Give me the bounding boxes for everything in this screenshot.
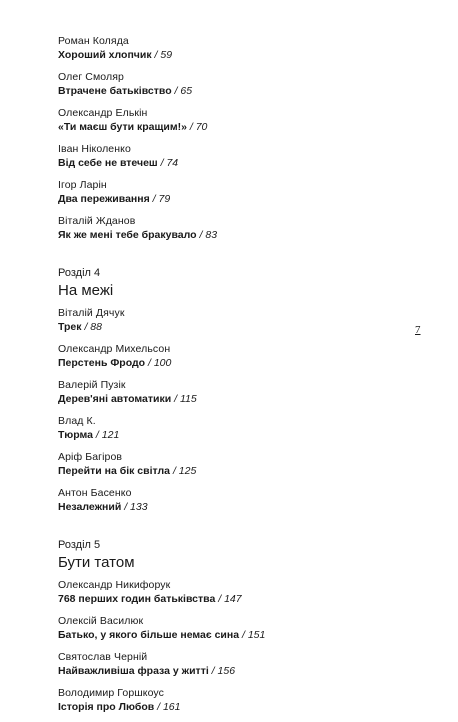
entry-separator: / (174, 85, 178, 97)
entry-separator: / (199, 229, 203, 241)
entry-title-line (58, 428, 418, 442)
entry-page: 133 (130, 501, 148, 513)
entry-title: Від себе не втечеш (58, 157, 158, 169)
entry-title-line (58, 664, 418, 678)
entry-page: 151 (247, 629, 266, 641)
entry-separator: / (172, 465, 176, 477)
entry-author: Ігор Ларін (58, 179, 107, 191)
entry-title: «Ти маєш бути кращим!» (58, 121, 187, 133)
entry-author: Святослав Черній (58, 651, 148, 663)
toc-entry (58, 686, 418, 714)
toc-entry (58, 106, 418, 134)
entry-page: 100 (153, 357, 172, 369)
entry-title-line (58, 356, 418, 370)
toc-entry (58, 578, 418, 606)
toc-entry (58, 614, 418, 642)
entry-title: Два переживання (58, 193, 150, 205)
entry-title: 768 перших годин батьківства (58, 593, 216, 605)
entry-author: Валерій Пузік (58, 379, 126, 391)
entry-author: Влад К. (58, 415, 96, 427)
entry-title: Трек (58, 321, 82, 333)
entry-page: 79 (158, 193, 171, 205)
entry-author: Іван Ніколенко (58, 143, 131, 155)
entry-page: 115 (179, 393, 197, 405)
entry-author: Антон Басенко (58, 487, 132, 499)
entry-separator: / (152, 193, 156, 205)
section-label: Розділ 5 (58, 539, 101, 551)
table-of-contents (58, 34, 418, 722)
entry-page: 147 (224, 593, 242, 605)
entry-title: Хороший хлопчик (58, 49, 152, 61)
entry-author: Олексій Василюк (58, 615, 144, 627)
entry-title: Незалежний (58, 501, 122, 513)
entry-page: 65 (180, 85, 193, 97)
toc-entry (58, 306, 418, 334)
entry-separator: / (124, 501, 128, 513)
toc-entry (58, 450, 418, 478)
section-title: Бути татом (58, 554, 135, 571)
entry-title-line (58, 84, 418, 98)
entry-title: Перейти на бік світла (58, 465, 171, 477)
entry-title-line (58, 464, 418, 478)
toc-entry (58, 650, 418, 678)
entry-title-line (58, 156, 418, 170)
entry-title-line (58, 48, 418, 62)
entry-title: Найважливіша фраза у житті (58, 665, 209, 677)
entry-title-line (58, 192, 418, 206)
entry-author: Олександр Михельсон (58, 343, 171, 355)
entry-page: 74 (166, 157, 179, 169)
entry-title: Як же мені тебе бракувало (58, 229, 197, 241)
entry-author: Володимир Горшкоус (58, 687, 165, 699)
toc-entry (58, 486, 418, 514)
section-5 (58, 538, 418, 714)
entry-separator: / (160, 157, 164, 169)
entry-page: 125 (178, 465, 197, 477)
toc-entry (58, 142, 418, 170)
toc-entry (58, 214, 418, 242)
entry-title-line (58, 500, 418, 514)
page-number: 7 (415, 324, 421, 336)
entry-title: Історія про Любов (58, 701, 155, 713)
entry-separator: / (218, 593, 222, 605)
entry-separator: / (189, 121, 193, 133)
section-title: На межі (58, 282, 114, 299)
entry-author: Віталій Дячук (58, 307, 125, 319)
entry-title: Втрачене батьківство (58, 85, 172, 97)
entry-separator: / (148, 357, 151, 369)
entry-title-line (58, 120, 418, 134)
entry-separator: / (242, 629, 245, 641)
toc-entry (58, 178, 418, 206)
entry-title: Дерев'яні автоматики (58, 393, 172, 405)
entry-separator: / (95, 429, 99, 441)
entry-separator: / (84, 321, 88, 333)
entry-title: Тюрма (58, 429, 93, 441)
entry-title: Перстень Фродо (58, 357, 146, 369)
entry-author: Олег Смоляр (58, 71, 124, 83)
section-label: Розділ 4 (58, 267, 101, 279)
entry-page: 156 (217, 665, 236, 677)
entry-page: 88 (90, 321, 102, 333)
entry-page: 70 (195, 121, 208, 133)
entry-author: Олександр Елькін (58, 107, 148, 119)
entry-title: Батько, у якого більше немає сина (58, 629, 240, 641)
entry-title-line (58, 592, 418, 606)
entry-separator: / (157, 701, 161, 713)
section-4 (58, 266, 418, 514)
entry-author: Віталій Жданов (58, 215, 136, 227)
entry-title-line (58, 700, 418, 714)
entry-separator: / (211, 665, 215, 677)
entry-author: Роман Коляда (58, 35, 129, 47)
entry-separator: / (154, 49, 158, 61)
entry-page: 121 (101, 429, 120, 441)
toc-entry (58, 34, 418, 62)
entry-page: 161 (162, 701, 181, 713)
entry-author: Олександр Никифорук (58, 579, 171, 591)
toc-entry (58, 414, 418, 442)
toc-entry (58, 378, 418, 406)
entry-title-line (58, 228, 418, 242)
entry-title-line (58, 628, 418, 642)
entry-author: Аріф Багіров (58, 451, 123, 463)
entry-page: 59 (160, 49, 173, 61)
entry-separator: / (174, 393, 178, 405)
toc-entry (58, 70, 418, 98)
toc-entry (58, 342, 418, 370)
entry-page: 83 (205, 229, 218, 241)
entry-list-top (58, 34, 418, 242)
entry-title-line (58, 392, 418, 406)
entry-title-line (58, 320, 418, 334)
